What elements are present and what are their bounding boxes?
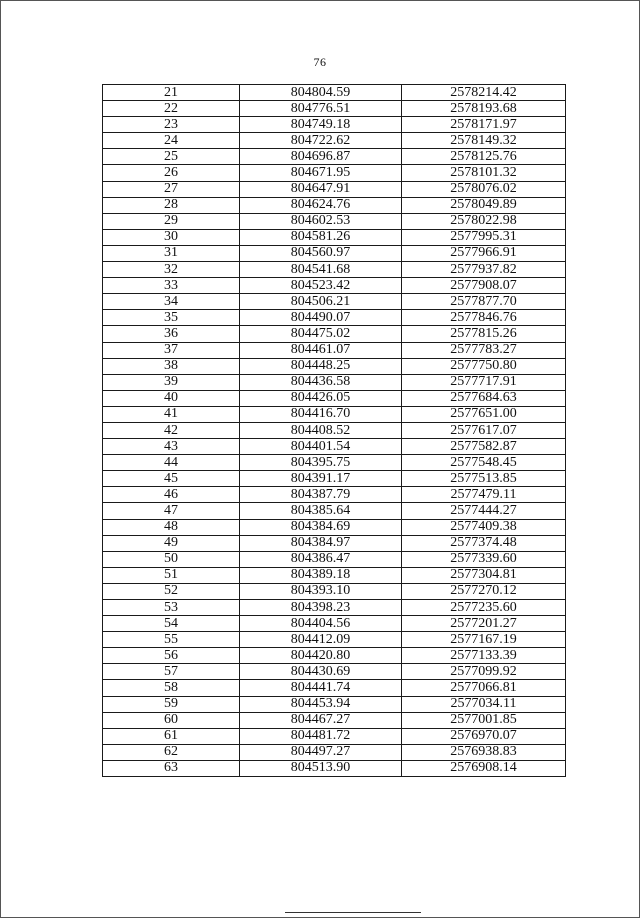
table-row [103, 567, 566, 583]
table-row [103, 696, 566, 712]
table-row [103, 583, 566, 599]
table-row [103, 680, 566, 696]
table-row [103, 245, 566, 261]
point-number-cell: 33 [103, 278, 240, 294]
table-row [103, 439, 566, 455]
point-number-cell: 50 [103, 551, 240, 567]
y-coordinate-cell: 2578193.68 [402, 101, 566, 117]
x-coordinate-cell: 804404.56 [240, 616, 402, 632]
x-coordinate-cell: 804389.18 [240, 567, 402, 583]
y-coordinate-cell: 2576938.83 [402, 744, 566, 760]
x-coordinate-cell: 804602.53 [240, 213, 402, 229]
point-number-cell: 60 [103, 712, 240, 728]
table-row [103, 648, 566, 664]
table-row [103, 165, 566, 181]
x-coordinate-cell: 804647.91 [240, 181, 402, 197]
x-coordinate-cell: 804749.18 [240, 117, 402, 133]
y-coordinate-cell: 2578171.97 [402, 117, 566, 133]
point-number-cell: 27 [103, 181, 240, 197]
point-number-cell: 34 [103, 294, 240, 310]
y-coordinate-cell: 2576908.14 [402, 760, 566, 776]
point-number-cell: 39 [103, 374, 240, 390]
y-coordinate-cell: 2577201.27 [402, 616, 566, 632]
table-row [103, 101, 566, 117]
x-coordinate-cell: 804436.58 [240, 374, 402, 390]
point-number-cell: 35 [103, 310, 240, 326]
point-number-cell: 30 [103, 229, 240, 245]
table-row [103, 728, 566, 744]
point-number-cell: 26 [103, 165, 240, 181]
table-row [103, 616, 566, 632]
y-coordinate-cell: 2578101.32 [402, 165, 566, 181]
point-number-cell: 47 [103, 503, 240, 519]
y-coordinate-cell: 2577479.11 [402, 487, 566, 503]
y-coordinate-cell: 2577235.60 [402, 600, 566, 616]
table-row [103, 342, 566, 358]
point-number-cell: 22 [103, 101, 240, 117]
x-coordinate-cell: 804481.72 [240, 728, 402, 744]
table-row [103, 760, 566, 776]
table-row [103, 487, 566, 503]
x-coordinate-cell: 804467.27 [240, 712, 402, 728]
y-coordinate-cell: 2577684.63 [402, 390, 566, 406]
x-coordinate-cell: 804497.27 [240, 744, 402, 760]
point-number-cell: 53 [103, 600, 240, 616]
table-row [103, 455, 566, 471]
table-row [103, 744, 566, 760]
point-number-cell: 46 [103, 487, 240, 503]
table-row [103, 422, 566, 438]
table-row [103, 149, 566, 165]
y-coordinate-cell: 2577582.87 [402, 439, 566, 455]
y-coordinate-cell: 2577034.11 [402, 696, 566, 712]
y-coordinate-cell: 2577783.27 [402, 342, 566, 358]
point-number-cell: 41 [103, 406, 240, 422]
y-coordinate-cell: 2577513.85 [402, 471, 566, 487]
point-number-cell: 58 [103, 680, 240, 696]
table-row [103, 471, 566, 487]
y-coordinate-cell: 2577846.76 [402, 310, 566, 326]
point-number-cell: 61 [103, 728, 240, 744]
table-row [103, 374, 566, 390]
y-coordinate-cell: 2577548.45 [402, 455, 566, 471]
page-number: 76 [313, 55, 327, 69]
point-number-cell: 25 [103, 149, 240, 165]
point-number-cell: 42 [103, 422, 240, 438]
y-coordinate-cell: 2577374.48 [402, 535, 566, 551]
y-coordinate-cell: 2577815.26 [402, 326, 566, 342]
y-coordinate-cell: 2577167.19 [402, 632, 566, 648]
y-coordinate-cell: 2577133.39 [402, 648, 566, 664]
point-number-cell: 48 [103, 519, 240, 535]
point-number-cell: 56 [103, 648, 240, 664]
coordinates-table-body [103, 85, 566, 777]
x-coordinate-cell: 804384.97 [240, 535, 402, 551]
y-coordinate-cell: 2577617.07 [402, 422, 566, 438]
table-row [103, 600, 566, 616]
x-coordinate-cell: 804385.64 [240, 503, 402, 519]
x-coordinate-cell: 804384.69 [240, 519, 402, 535]
point-number-cell: 23 [103, 117, 240, 133]
point-number-cell: 36 [103, 326, 240, 342]
y-coordinate-cell: 2577099.92 [402, 664, 566, 680]
x-coordinate-cell: 804490.07 [240, 310, 402, 326]
table-row [103, 519, 566, 535]
table-row [103, 133, 566, 149]
y-coordinate-cell: 2577066.81 [402, 680, 566, 696]
x-coordinate-cell: 804696.87 [240, 149, 402, 165]
x-coordinate-cell: 804386.47 [240, 551, 402, 567]
x-coordinate-cell: 804523.42 [240, 278, 402, 294]
x-coordinate-cell: 804401.54 [240, 439, 402, 455]
point-number-cell: 28 [103, 197, 240, 213]
x-coordinate-cell: 804398.23 [240, 600, 402, 616]
x-coordinate-cell: 804391.17 [240, 471, 402, 487]
y-coordinate-cell: 2577717.91 [402, 374, 566, 390]
x-coordinate-cell: 804671.95 [240, 165, 402, 181]
table-row [103, 117, 566, 133]
point-number-cell: 29 [103, 213, 240, 229]
table-row [103, 358, 566, 374]
y-coordinate-cell: 2578214.42 [402, 85, 566, 101]
y-coordinate-cell: 2577937.82 [402, 262, 566, 278]
point-number-cell: 21 [103, 85, 240, 101]
table-row [103, 503, 566, 519]
table-row [103, 85, 566, 101]
x-coordinate-cell: 804387.79 [240, 487, 402, 503]
point-number-cell: 51 [103, 567, 240, 583]
x-coordinate-cell: 804441.74 [240, 680, 402, 696]
y-coordinate-cell: 2577750.80 [402, 358, 566, 374]
table-row [103, 294, 566, 310]
x-coordinate-cell: 804416.70 [240, 406, 402, 422]
table-row [103, 213, 566, 229]
point-number-cell: 59 [103, 696, 240, 712]
table-row [103, 262, 566, 278]
x-coordinate-cell: 804776.51 [240, 101, 402, 117]
table-row [103, 197, 566, 213]
coordinates-table [102, 84, 566, 777]
y-coordinate-cell: 2577966.91 [402, 245, 566, 261]
x-coordinate-cell: 804461.07 [240, 342, 402, 358]
point-number-cell: 54 [103, 616, 240, 632]
y-coordinate-cell: 2577995.31 [402, 229, 566, 245]
y-coordinate-cell: 2578125.76 [402, 149, 566, 165]
x-coordinate-cell: 804506.21 [240, 294, 402, 310]
point-number-cell: 32 [103, 262, 240, 278]
point-number-cell: 49 [103, 535, 240, 551]
x-coordinate-cell: 804453.94 [240, 696, 402, 712]
y-coordinate-cell: 2576970.07 [402, 728, 566, 744]
x-coordinate-cell: 804804.59 [240, 85, 402, 101]
y-coordinate-cell: 2577001.85 [402, 712, 566, 728]
x-coordinate-cell: 804560.97 [240, 245, 402, 261]
table-row [103, 712, 566, 728]
y-coordinate-cell: 2578022.98 [402, 213, 566, 229]
x-coordinate-cell: 804430.69 [240, 664, 402, 680]
table-row [103, 310, 566, 326]
x-coordinate-cell: 804475.02 [240, 326, 402, 342]
bottom-edge-mark [285, 912, 421, 913]
table-row [103, 181, 566, 197]
y-coordinate-cell: 2578076.02 [402, 181, 566, 197]
table-row [103, 664, 566, 680]
x-coordinate-cell: 804420.80 [240, 648, 402, 664]
y-coordinate-cell: 2578049.89 [402, 197, 566, 213]
y-coordinate-cell: 2577304.81 [402, 567, 566, 583]
point-number-cell: 44 [103, 455, 240, 471]
y-coordinate-cell: 2577877.70 [402, 294, 566, 310]
x-coordinate-cell: 804426.05 [240, 390, 402, 406]
x-coordinate-cell: 804541.68 [240, 262, 402, 278]
point-number-cell: 55 [103, 632, 240, 648]
table-row [103, 390, 566, 406]
x-coordinate-cell: 804513.90 [240, 760, 402, 776]
point-number-cell: 38 [103, 358, 240, 374]
x-coordinate-cell: 804722.62 [240, 133, 402, 149]
x-coordinate-cell: 804408.52 [240, 422, 402, 438]
x-coordinate-cell: 804412.09 [240, 632, 402, 648]
y-coordinate-cell: 2577339.60 [402, 551, 566, 567]
x-coordinate-cell: 804395.75 [240, 455, 402, 471]
point-number-cell: 45 [103, 471, 240, 487]
x-coordinate-cell: 804448.25 [240, 358, 402, 374]
point-number-cell: 57 [103, 664, 240, 680]
table-row [103, 278, 566, 294]
y-coordinate-cell: 2577908.07 [402, 278, 566, 294]
table-row [103, 551, 566, 567]
point-number-cell: 24 [103, 133, 240, 149]
point-number-cell: 37 [103, 342, 240, 358]
y-coordinate-cell: 2577409.38 [402, 519, 566, 535]
point-number-cell: 63 [103, 760, 240, 776]
table-row [103, 632, 566, 648]
table-row [103, 535, 566, 551]
x-coordinate-cell: 804393.10 [240, 583, 402, 599]
point-number-cell: 52 [103, 583, 240, 599]
x-coordinate-cell: 804581.26 [240, 229, 402, 245]
table-row [103, 326, 566, 342]
point-number-cell: 62 [103, 744, 240, 760]
point-number-cell: 43 [103, 439, 240, 455]
table-row [103, 406, 566, 422]
y-coordinate-cell: 2578149.32 [402, 133, 566, 149]
table-row [103, 229, 566, 245]
y-coordinate-cell: 2577444.27 [402, 503, 566, 519]
point-number-cell: 40 [103, 390, 240, 406]
point-number-cell: 31 [103, 245, 240, 261]
y-coordinate-cell: 2577270.12 [402, 583, 566, 599]
y-coordinate-cell: 2577651.00 [402, 406, 566, 422]
x-coordinate-cell: 804624.76 [240, 197, 402, 213]
